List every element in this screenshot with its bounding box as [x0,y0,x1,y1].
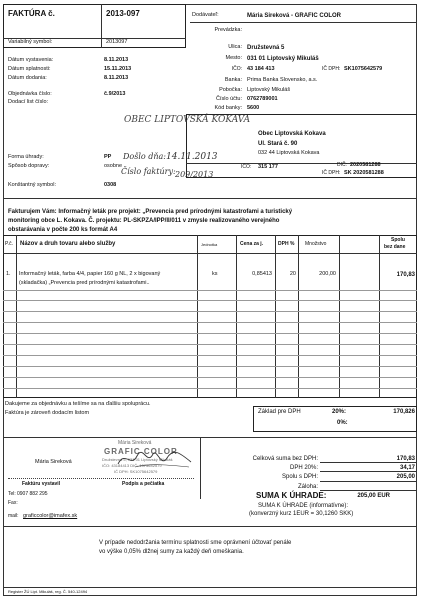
amount-due-label: SUMA K ÚHRADE: [256,491,327,500]
supplier-branch: Liptovský Mikuláš [247,87,291,93]
order-number-label: Objednávka číslo: [8,91,52,97]
table-row-line [3,290,417,291]
item-unit: ks [212,271,218,277]
stamp-line-4: IČO: 43184413 DIČ: 1075642579 [102,463,162,468]
trade-register: Register ŽÚ Lipt. Mikuláš, reg. Č. 540-12494 [8,589,88,594]
amount-due-value: 205,00 EUR [357,493,390,499]
col-header-qty: Množstvo [305,241,327,247]
delivery-date-label: Dátum dodania: [8,75,47,81]
order-number: č.9/2013 [104,91,126,97]
customer-city: 032 44 Liptovská Kokava [258,150,320,156]
item-name-line-1: Informačný leták, farba 4/4, papier 160 g NL, 2 x bigovaný [19,271,161,277]
vat-base-label: Základ pre DPH [258,409,301,415]
customer-street: Ul. Stará č. 90 [258,141,298,147]
customer-ico: 315 177 [258,164,278,170]
supplier-account-label: Číslo účtu: [216,96,242,102]
stamp-line-1: Mária Sireková [118,440,152,446]
supplier-city-label: Mesto: [225,55,242,61]
col-header-vat: DPH % [278,241,295,247]
const-symbol-label: Konštantný symbol: [8,182,56,188]
col-header-price: Cena za j. [240,241,264,247]
customer-dic: 2020581288 [350,162,381,168]
invoice-description-line-3: obstarávania v počte 200 ks formát A4 [8,227,118,233]
supplier-ico: 43 184 413 [247,66,275,72]
late-fee-line-1: V prípade nedodržania termínu splatnosti sme oprávnení účtovať penále [99,540,292,546]
issuer-name: Mária Sireková [35,459,72,465]
late-fee-line-2: vo výške 0,05% dlžnej sumy za každý deň omeškania. [99,549,244,555]
total-gross-label: Spolu s DPH: [281,474,318,480]
total-vat-label: DPH 20%: [289,465,318,471]
table-row-line [3,344,417,345]
const-symbol: 0308 [104,182,117,188]
item-total: 170,83 [396,272,415,278]
variable-symbol: 2013097 [106,39,128,45]
amount-due-info-label: SUMA K ÚHRADE (informatívne): [258,503,349,509]
table-row-line [3,377,417,378]
received-label: Došlo dňa: [123,152,166,161]
issuer-label: Faktúru vystavil [22,481,61,487]
supplier-bank-label: Banka: [224,77,242,83]
customer-icdph-label: IČ DPH: [322,170,341,176]
thanks-note: Dakujeme za objednávku a tešíme sa na ďalšiu spoluprácu. [5,401,151,407]
issue-date-label: Dátum vystavenia: [8,57,54,63]
total-net-label: Celková suma bez DPH: [252,456,318,462]
supplier-ico-label: IČO: [231,66,242,72]
delivery-note-label: Dodací list číslo: [8,99,49,105]
invoice-no-handwritten: 209/2013 [175,170,214,179]
due-date: 15.11.2013 [104,66,132,72]
mail-link[interactable]: graficcolor@imafex.sk [23,513,78,519]
items-table [3,235,417,398]
delivery-note-remark: Faktúra je zároveň dodacím listom [5,410,90,416]
amount-due-info-value: (konverzný kurz 1EUR = 30,1260 SKK) [249,511,354,517]
total-net-value: 170,83 [396,456,415,462]
col-header-name: Názov a druh tovaru alebo služby [20,241,116,247]
table-row-line [3,311,417,312]
table-row-line [3,388,417,389]
supplier-bank: Prima Banka Slovensko, a.s. [247,77,318,83]
supplier-label: Dodávateľ: [192,12,219,18]
col-header-total-2: bez dane [384,244,406,250]
invoice-number: 2013-097 [106,9,140,18]
transport-label: Spôsob dopravy: [8,163,50,169]
customer-name: Obec Liptovská Kokava [258,131,326,137]
vat-base-rate-0: 0%: [337,420,348,426]
stamp-line-5: IČ DPH: SK1075642579 [114,469,158,474]
supplier-street-label: Ulica: [228,44,242,50]
supplier-bank-code-label: Kód banky: [214,105,242,111]
supplier-icdph: SK1075642579 [344,66,383,72]
table-row-line [3,366,417,367]
customer-handwritten-name: OBEC LIPTOVSKÁ KOKAVA [124,115,251,125]
col-header-no: P.č. [5,241,13,247]
supplier-city: 031 01 Liptovský Mikuláš [247,56,319,62]
table-row-line [3,300,417,301]
invoice-description-line-1: Fakturujem Vám: Informačný leták pre projekt: „Prevencia pred prírodnými katastrofami a turistický [8,209,293,215]
transport: osobne [104,163,123,169]
invoice-description-line-2: monitoring obce L. Kokava. Č. projektu: PL-SKPZA/IPP/II/011 v zmysle realizovaného verejného [8,218,280,224]
stamp-line-2: GRAFIC COLOR [104,447,178,456]
invoice-title: FAKTÚRA č. [8,9,55,18]
received-date: 14.11.2013 [166,152,218,162]
customer-dic-label: DIČ: [337,162,347,168]
item-name-line-2: (skladačka) „Prevencia pred prírodnými katastrofami.. [19,280,150,286]
variable-symbol-label: Variabilný symbol: [8,39,53,45]
issue-date: 8.11.2013 [104,57,129,63]
vat-base-value-20: 170,826 [393,409,415,415]
payment-method: PP [104,154,112,160]
vat-base-rate-20: 20%: [332,409,347,415]
total-vat-value: 34,17 [399,465,415,471]
supplier-icdph-label: IČ DPH: [322,66,341,72]
delivery-date: 8.11.2013 [104,75,129,81]
deposit-label: Záloha: [297,484,318,490]
mail-label: mail: [8,513,19,519]
due-date-label: Dátum splatnosti: [8,66,51,72]
fax-label: Fax: [8,500,18,506]
item-qty: 200,00 [319,271,336,277]
item-no: 1. [6,271,11,277]
tel-value: 0907 882 295 [17,491,48,497]
supplier-name: Mária Sireková - GRAFIC COLOR [247,13,342,19]
supplier-premises-label: Prevádzka: [214,27,242,33]
item-price: 0,85413 [252,271,272,277]
supplier-account: 0762789001 [247,96,278,102]
customer-icdph: SK 2020581288 [344,170,384,176]
total-gross-value: 205,00 [396,474,415,480]
payment-method-label: Forma úhrady: [8,154,44,160]
col-header-unit: Jednotka [201,242,218,247]
invoice-no-label: Číslo faktúry: [121,167,176,176]
stamp-line-3: Družstevná 5, 031 01 Liptovský Mikuláš [102,457,173,462]
col-header-total-1: Spolu [391,237,405,243]
item-vat: 20 [289,271,296,277]
signature-label: Podpis a pečiatka [122,481,165,487]
customer-ico-label: IČO: [241,164,252,170]
table-row-line [3,355,417,356]
signature [115,448,195,470]
tel-label: Tel: [8,491,16,497]
table-row-line [3,322,417,323]
supplier-bank-code: 5600 [247,105,260,111]
table-row-line [3,333,417,334]
supplier-branch-label: Pobočka: [219,87,242,93]
supplier-street: Družstevná 5 [247,45,285,51]
